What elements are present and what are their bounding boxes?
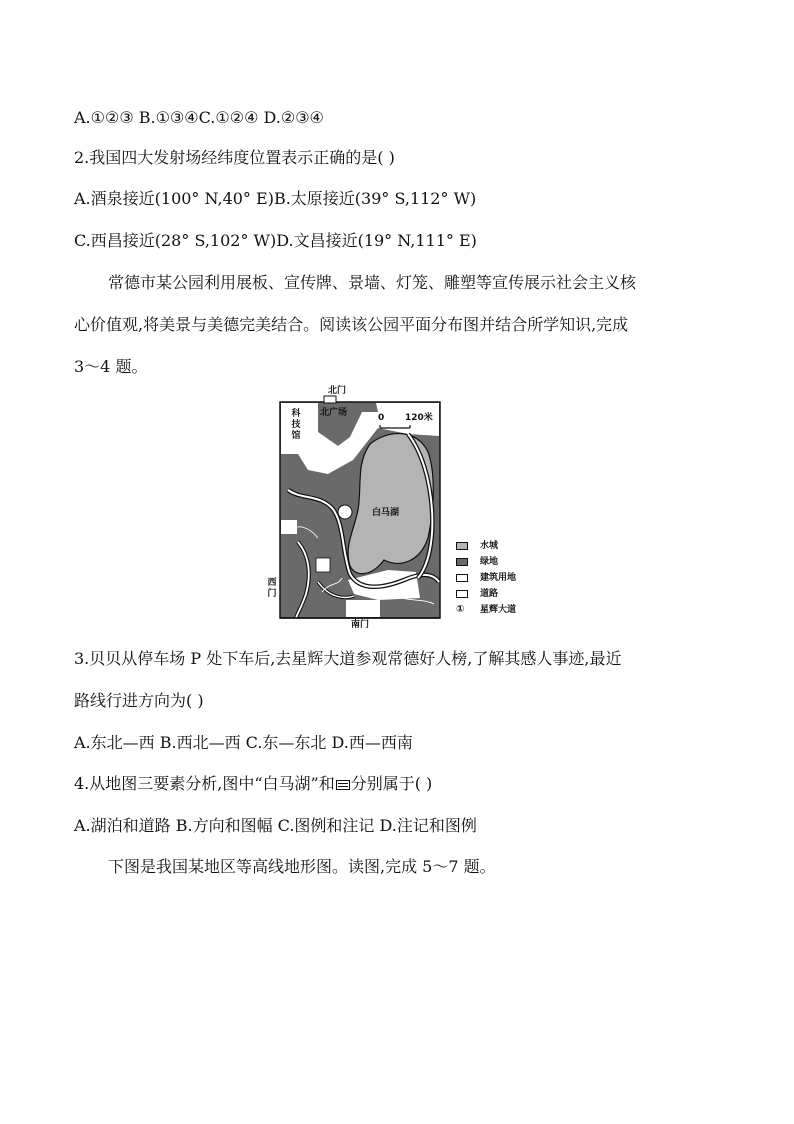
map-label-west-gate: 西门 — [267, 578, 277, 599]
map-label-north-square: 北广场 — [320, 408, 348, 418]
legend-green-label: 绿地 — [480, 557, 499, 567]
legend-green-swatch — [456, 558, 468, 566]
q3-stem-line-2: 路线行进方向为( ) — [74, 691, 204, 710]
legend-building-swatch — [456, 574, 468, 582]
legend-road-swatch — [456, 590, 468, 598]
road-symbol-icon — [336, 780, 350, 790]
park-map-drawing — [258, 382, 550, 630]
map-label-south-gate: 南门 — [351, 620, 370, 630]
legend-water-label: 水城 — [480, 541, 499, 551]
q4-options: A.湖泊和道路 B.方向和图幅 C.图例和注记 D.注记和图例 — [74, 816, 477, 835]
legend-building-label: 建筑用地 — [480, 573, 517, 583]
q4-stem-part-2: 分别属于( ) — [350, 774, 433, 793]
q4-stem-part-1: 4.从地图三要素分析,图中“白马湖”和 — [74, 774, 335, 793]
legend-star-symbol: ① — [456, 604, 465, 615]
q3-options: A.东北—西 B.西北—西 C.东—东北 D.西—西南 — [74, 733, 413, 752]
map-label-north-gate: 北门 — [328, 386, 347, 396]
legend-star-label: 星辉大道 — [480, 605, 517, 615]
q4-stem — [74, 772, 432, 796]
passage-5-7: 下图是我国某地区等高线地形图。读图,完成 5～7 题。 — [108, 857, 496, 876]
passage-line-3: 3～4 题。 — [74, 357, 148, 376]
passage-line-2: 心价值观,将美景与美德完美结合。阅读该公园平面分布图并结合所学知识,完成 — [74, 315, 629, 334]
q2-stem: 2.我国四大发射场经纬度位置表示正确的是( ) — [74, 148, 395, 167]
map-scale-zero: 0 — [378, 413, 385, 423]
q2-options-ab: A.酒泉接近(100° N,40° E)B.太原接近(39° S,112° W) — [74, 189, 477, 208]
passage-line-1: 常德市某公园利用展板、宣传牌、景墙、灯笼、雕塑等宣传展示社会主义核 — [108, 273, 637, 292]
map-label-science-museum: 科技馆 — [291, 409, 301, 441]
map-label-lake: 白马湖 — [372, 508, 400, 518]
q3-stem-line-1: 3.贝贝从停车场 P 处下车后,去星辉大道参观常德好人榜,了解其感人事迹,最近 — [74, 649, 622, 668]
legend-water-swatch — [456, 542, 468, 550]
q1-options: A.①②③ B.①③④C.①②④ D.②③④ — [74, 108, 324, 127]
legend-road-label: 道路 — [480, 589, 499, 599]
park-map — [258, 382, 550, 630]
map-scale-end: 120米 — [405, 413, 433, 423]
q2-options-cd: C.西昌接近(28° S,102° W)D.文昌接近(19° N,111° E) — [74, 231, 477, 250]
